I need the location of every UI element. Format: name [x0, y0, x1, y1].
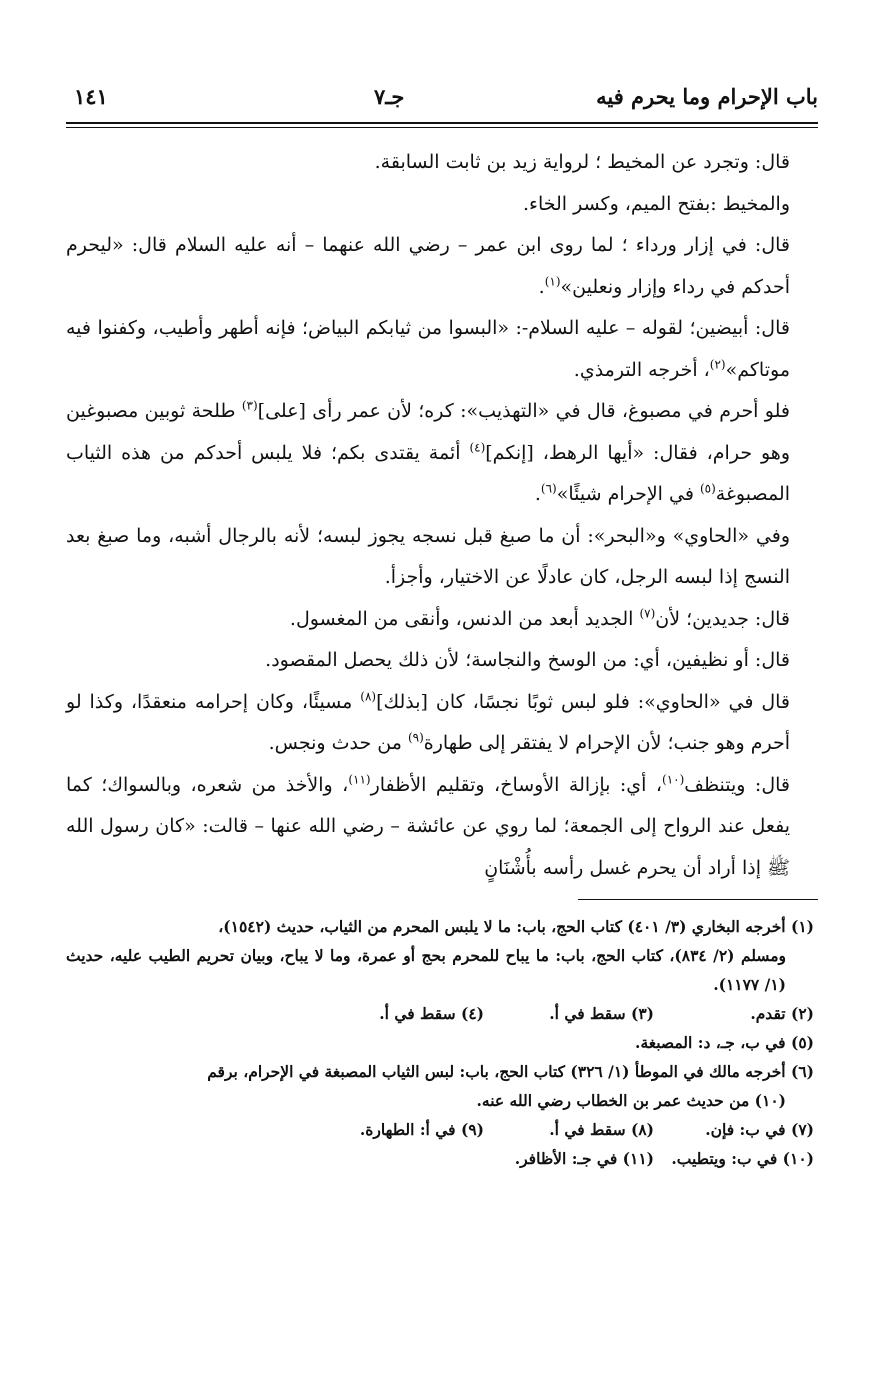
paragraph-text: قال: أو نظيفين، أي: من الوسخ والنجاسة؛ لأن ذلك يحصل المقصود. — [265, 649, 790, 671]
footnote-ref: (٥) — [699, 481, 716, 496]
footnote-text: (١٠) من حديث عمر بن الخطاب رضي الله عنه. — [476, 1091, 786, 1110]
paragraph-text: في الإحرام شيئًا» — [556, 483, 700, 505]
paragraph-text: قال: ويتنظف — [684, 773, 790, 796]
footnote-row — [66, 1144, 818, 1173]
paragraph-text: مسيئًا، وكان إحرامه منعقدًا، وكذا لو أحرم وهو جنب؛ لأن الإحرام لا يفتقر إلى طهارة — [66, 690, 790, 754]
paragraph-text: قال: في إزار ورداء ؛ لما روى ابن عمر – رضي الله عنهما – أنه عليه السلام قال: «ليحرم أحدكم في رداء وإزار ونعلين» — [66, 234, 790, 298]
header-rule-thin — [66, 127, 818, 128]
footnotes — [66, 912, 818, 1173]
paragraph — [66, 765, 818, 890]
footnote-text: (١) أخرجه البخاري (٣/ ٤٠١) كتاب الحج، باب: ما لا يلبس المحرم من الثياب، حديث (١٥٤٢)، — [218, 917, 814, 936]
paragraph-text: الجديد أبعد من الدنس، وأنقى من المغسول. — [289, 607, 640, 630]
footnote-ref: (١٠) — [662, 772, 685, 787]
footnote-ref: (٨) — [360, 689, 377, 704]
paragraph — [66, 308, 818, 391]
footnote-row — [66, 1115, 818, 1144]
paragraph — [66, 516, 818, 599]
footnote-ref: (١١) — [348, 772, 371, 787]
paragraph-text: وفي «الحاوي» و«البحر»: أن ما صبغ قبل نسجه يجوز لبسه؛ لأنه بالرجال أشبه، وما صبغ بعد النسج إذا لبسه الرجل، كان عادلًا عن الاختيار، وأجزأ. — [66, 524, 790, 588]
paragraph-text: . — [534, 483, 541, 505]
volume-label: جـ٧ — [374, 84, 405, 109]
paragraph-text: فلو أحرم في مصبوغ، قال في «التهذيب»: كره؛ لأن عمر رأى [على] — [257, 400, 790, 422]
paragraph-text: قال: أبيضين؛ لقوله – عليه السلام-: «البسوا من ثيابكم البياض؛ فإنه أطهر وأطيب، وكفنوا فيه موتاكم» — [66, 317, 790, 381]
footnote: (١٠) في ب: ويتطيب. — [671, 1149, 814, 1168]
paragraph-text: قال في «الحاوي»: فلو لبس ثوبًا نجسًا، كان [بذلك] — [376, 690, 790, 713]
footnote-ref: (٧) — [639, 606, 656, 621]
footnote-text: ومسلم (٢/ ٨٣٤)، كتاب الحج، باب: ما يباح للمحرم بحج أو عمرة، وما لا يباح، وبيان تحريم الطيب عليه، حديث (١/ ١١٧٧). — [66, 946, 787, 994]
footnote: (٢) تقدم. — [750, 1004, 814, 1023]
paragraph — [66, 391, 818, 516]
footnote — [66, 1028, 818, 1057]
paragraph-text: أئمة يقتدى بكم؛ فلا يلبس أحدكم من هذه الثياب المصبوغة — [66, 441, 790, 505]
paragraph-text: . — [538, 275, 545, 298]
paragraph — [66, 682, 818, 765]
footnote: (٨) سقط في أ. — [549, 1120, 654, 1139]
paragraph-text: ، والأخذ من شعره، وبالسواك؛ كما يفعل عند الرواح إلى الجمعة؛ لما روي عن عائشة – رضي الله عنها – قالت: «كان رسول الله ﷺ إذا أراد أن يحرم غسل رأسه بأُشْنَانٍ — [66, 773, 790, 879]
footnote: (١١) في جـ: الأظافر. — [514, 1149, 654, 1168]
paragraph — [66, 640, 818, 682]
paragraph-text: قال: وتجرد عن المخيط ؛ لرواية زيد بن ثابت السابقة. — [374, 151, 790, 173]
book-page — [66, 80, 818, 1360]
main-text — [66, 142, 818, 889]
page-number: ١٤١ — [74, 84, 108, 109]
footnote-ref: (٣) — [241, 398, 258, 413]
paragraph-text: من حدث ونجس. — [268, 732, 408, 754]
footnote-separator — [578, 899, 818, 900]
footnote: (٣) سقط في أ. — [549, 1004, 654, 1023]
paragraph-text: والمخيط :بفتح الميم، وكسر الخاء. — [522, 192, 790, 215]
footnote — [66, 912, 818, 999]
footnote-ref: (٢) — [709, 357, 726, 372]
header-rule-thick — [66, 122, 818, 124]
chapter-title: باب الإحرام وما يحرم فيه — [596, 84, 818, 109]
footnote-ref: (٦) — [540, 481, 557, 496]
footnote — [66, 1057, 818, 1115]
paragraph-text: ، أي: بإزالة الأوساخ، وتقليم الأظفار — [370, 773, 663, 796]
footnote-text: (٦) أخرجه مالك في الموطأ (١/ ٣٢٦) كتاب الحج، باب: لبس الثياب المصبغة في الإحرام، برقم — [207, 1062, 814, 1081]
running-header — [66, 80, 818, 118]
footnote-text: (٥) في ب، جـ، د: المصبغة. — [635, 1033, 814, 1052]
footnote: (٤) سقط في أ. — [379, 1004, 484, 1023]
paragraph — [66, 184, 818, 226]
paragraph — [66, 142, 818, 184]
footnote: (٧) في ب: فإن. — [705, 1120, 814, 1139]
paragraph — [66, 225, 818, 308]
paragraph — [66, 599, 818, 641]
paragraph-text: قال: جديدين؛ لأن — [655, 607, 790, 630]
footnote: (٩) في أ: الطهارة. — [359, 1120, 484, 1139]
footnote-ref: (٤) — [469, 440, 486, 455]
footnote-row — [66, 999, 818, 1028]
footnote-ref: (١) — [544, 274, 561, 289]
footnote-ref: (٩) — [407, 730, 424, 745]
paragraph-text: طلحة ثوبين مصبوغين وهو حرام، فقال: «أيها الرهط، [إنكم] — [66, 400, 790, 464]
paragraph-text: ، أخرجه الترمذي. — [573, 358, 710, 381]
